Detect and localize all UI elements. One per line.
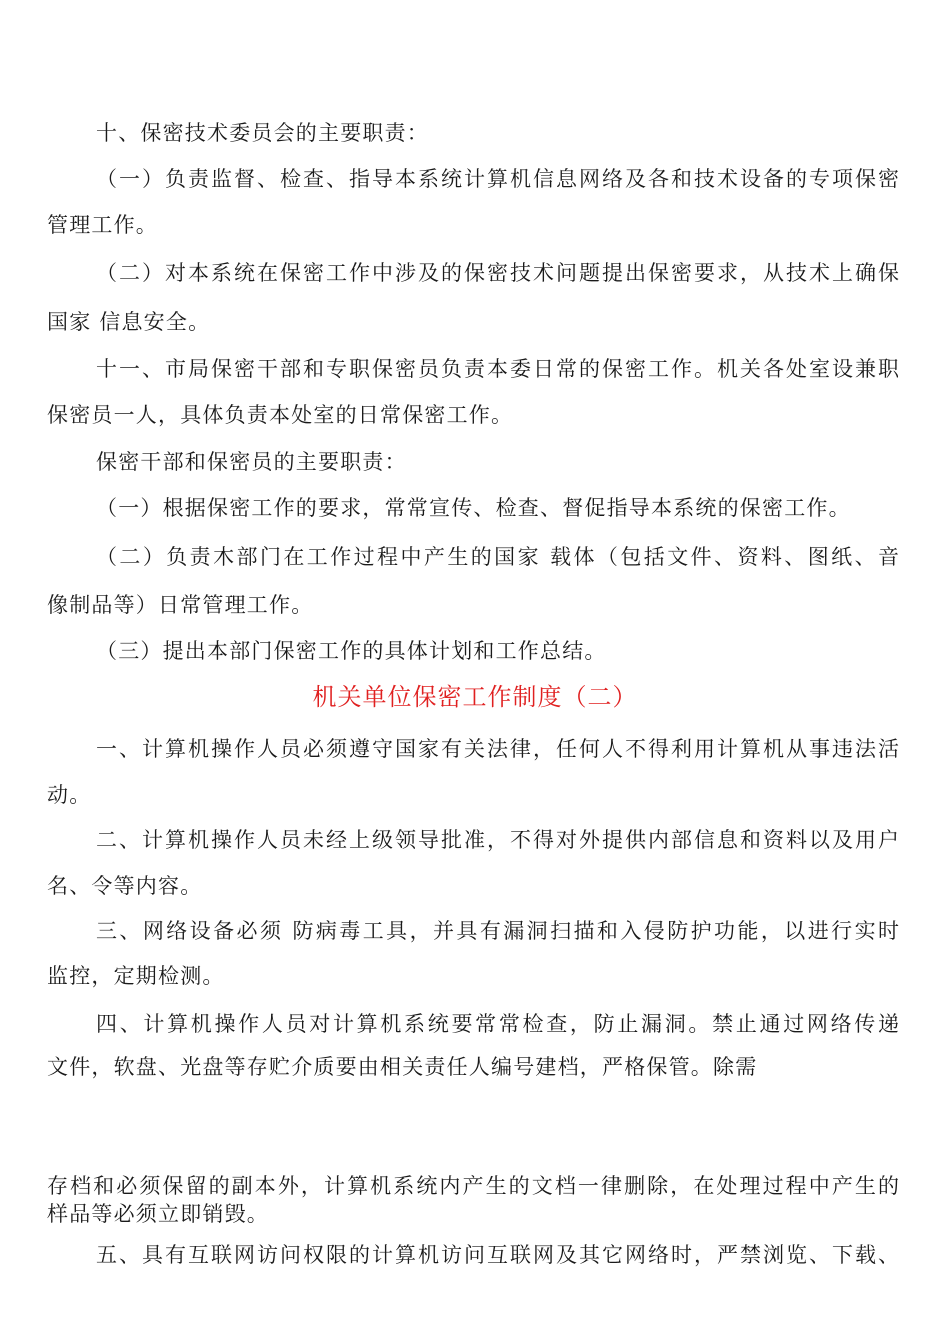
- paragraph-line: 一、计算机操作人员必须遵守国家有关法律，任何人不得利用计算机从事违法活: [96, 737, 899, 761]
- paragraph-line: 二、计算机操作人员未经上级领导批准，不得对外提供内部信息和资料以及用户: [96, 828, 899, 852]
- paragraph-line: 名、令等内容。: [47, 874, 203, 898]
- paragraph-line: （三）提出本部门保密工作的具体计划和工作总结。: [96, 639, 607, 663]
- paragraph-line: 十一、市局保密干部和专职保密员负责本委日常的保密工作。机关各处室设兼职: [96, 357, 899, 381]
- paragraph-line: 五、具有互联网访问权限的计算机访问互联网及其它网络时，严禁浏览、下载、: [96, 1243, 899, 1267]
- paragraph-line: （二）对本系统在保密工作中涉及的保密技术问题提出保密要求，从技术上确保: [96, 261, 899, 285]
- paragraph-line: 文件，软盘、光盘等存贮介质要由相关责任人编号建档，严格保管。除需: [47, 1055, 758, 1079]
- paragraph-line: 保密干部和保密员的主要职责：: [96, 450, 407, 474]
- paragraph-line: 十、保密技术委员会的主要职责：: [96, 121, 429, 145]
- paragraph-line: 三、网络设备必须 防病毒工具，并具有漏洞扫描和入侵防护功能，以进行实时: [96, 919, 899, 943]
- paragraph-line: 动。: [47, 783, 92, 807]
- section-heading: 机关单位保密工作制度（二）: [312, 683, 638, 711]
- paragraph-line: 监控，定期检测。: [47, 964, 225, 988]
- paragraph-line: 样品等必须立即销毁。: [47, 1202, 269, 1226]
- paragraph-line: 存档和必须保留的副本外，计算机系统内产生的文档一律删除，在处理过程中产生的: [47, 1174, 899, 1198]
- paragraph-line: （一）负责监督、检查、指导本系统计算机信息网络及各和技术设备的专项保密: [96, 167, 899, 191]
- paragraph-line: 管理工作。: [47, 213, 158, 237]
- paragraph-line: （一）根据保密工作的要求，常常宣传、检查、督促指导本系统的保密工作。: [96, 496, 851, 520]
- paragraph-line: （二）负责木部门在工作过程中产生的国家 载体（包括文件、资料、图纸、音: [96, 545, 899, 569]
- paragraph-line: 四、计算机操作人员对计算机系统要常常检查，防止漏洞。禁止通过网络传递: [96, 1012, 899, 1036]
- paragraph-line: 国家 信息安全。: [47, 310, 211, 334]
- paragraph-line: 保密员一人，具体负责本处室的日常保密工作。: [47, 403, 514, 427]
- paragraph-line: 像制品等）日常管理工作。: [47, 593, 314, 617]
